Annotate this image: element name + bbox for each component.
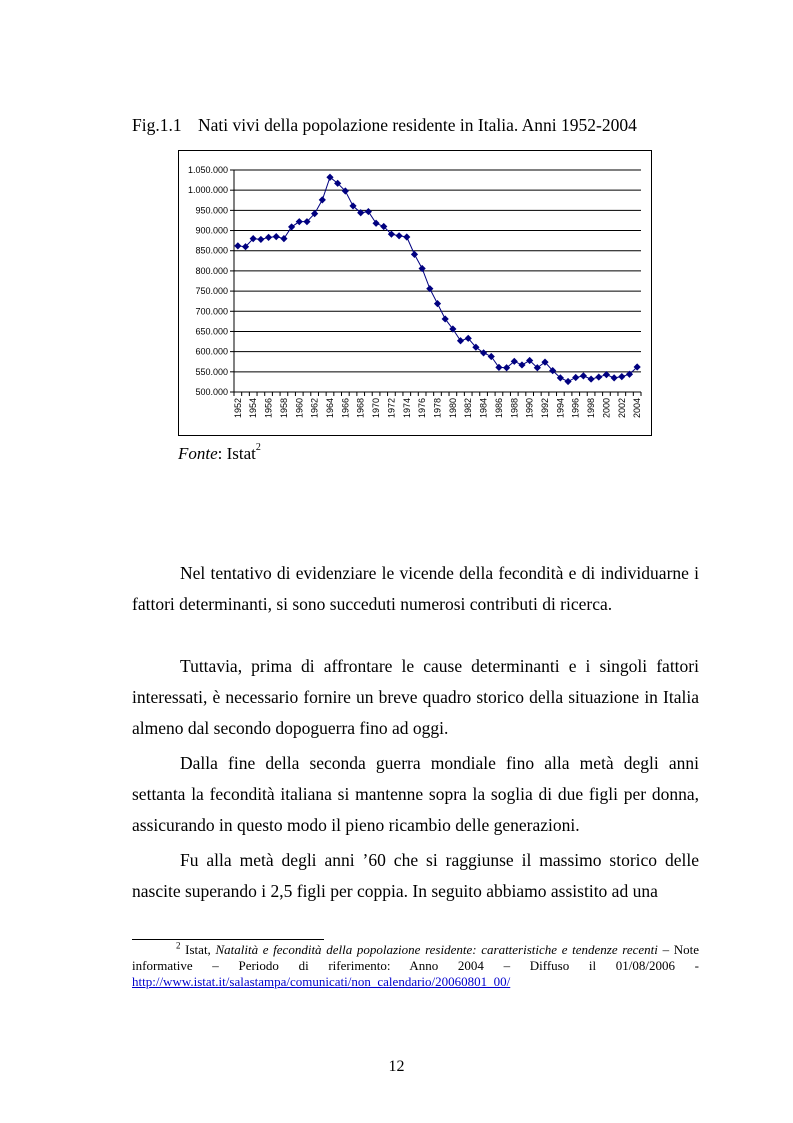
y-tick-label: 650.000 xyxy=(195,326,228,337)
x-tick-label: 1952 xyxy=(232,398,243,419)
x-tick-label: 1988 xyxy=(509,398,520,419)
data-point xyxy=(595,373,602,380)
figure-caption xyxy=(132,115,692,136)
x-tick-label: 1994 xyxy=(555,398,566,419)
y-tick-label: 1.000.000 xyxy=(187,185,228,196)
chart xyxy=(178,150,652,436)
figure-title: Nati vivi della popolazione residente in Italia. Anni 1952-2004 xyxy=(198,115,637,135)
y-tick-label: 700.000 xyxy=(195,306,228,317)
footnote-details: – Note informative – Periodo di riferimento: Anno 2004 – Diffuso il 01/08/2006 - xyxy=(132,942,699,973)
x-tick-label: 2000 xyxy=(601,398,612,419)
x-tick-label: 1956 xyxy=(263,398,274,419)
y-tick-label: 600.000 xyxy=(195,346,228,357)
footnote-number: 2 xyxy=(176,940,181,951)
data-point xyxy=(580,372,587,379)
footnote xyxy=(132,942,699,990)
x-tick-label: 1976 xyxy=(417,398,428,419)
data-point xyxy=(296,218,303,225)
data-point xyxy=(495,364,502,371)
x-tick-label: 1974 xyxy=(401,398,412,419)
data-point xyxy=(434,300,441,307)
data-point xyxy=(396,232,403,239)
x-tick-label: 1954 xyxy=(248,398,259,419)
x-tick-label: 1978 xyxy=(432,398,443,419)
x-tick-label: 1986 xyxy=(493,398,504,419)
data-point xyxy=(234,242,241,249)
x-tick-label: 2002 xyxy=(616,398,627,419)
paragraph-1: Nel tentativo di evidenziare le vicende della fecondità e di individuarne i fattori determinanti, si sono succeduti numerosi contributi di ricerca. xyxy=(132,563,699,614)
source-label: Fonte xyxy=(178,444,218,463)
footnote-prefix: Istat, xyxy=(185,942,216,957)
x-tick-label: 1970 xyxy=(371,398,382,419)
data-point xyxy=(618,373,625,380)
data-point xyxy=(319,196,326,203)
y-tick-label: 950.000 xyxy=(195,205,228,216)
data-point xyxy=(611,374,618,381)
x-tick-label: 1984 xyxy=(478,398,489,419)
data-point xyxy=(257,236,264,243)
y-tick-label: 500.000 xyxy=(195,387,228,397)
data-point xyxy=(564,378,571,385)
y-tick-label: 1.050.000 xyxy=(187,165,228,175)
x-tick-label: 1998 xyxy=(586,398,597,419)
data-point xyxy=(572,374,579,381)
x-tick-label: 1968 xyxy=(355,398,366,419)
data-point xyxy=(480,349,487,356)
data-point xyxy=(280,235,287,242)
x-tick-label: 1962 xyxy=(309,398,320,419)
data-point xyxy=(488,353,495,360)
y-tick-label: 900.000 xyxy=(195,225,228,236)
data-point xyxy=(288,223,295,230)
paragraph-4: Fu alla metà degli anni ’60 che si raggiunse il massimo storico delle nascite superando i 2,5 figli per coppia. In seguito abbiamo assistito ad una xyxy=(132,850,699,901)
x-tick-label: 1960 xyxy=(294,398,305,419)
x-tick-label: 1996 xyxy=(570,398,581,419)
x-tick-label: 1972 xyxy=(386,398,397,419)
x-tick-label: 1958 xyxy=(278,398,289,419)
x-tick-label: 1964 xyxy=(324,398,335,419)
x-tick-label: 1966 xyxy=(340,398,351,419)
x-tick-label: 1982 xyxy=(463,398,474,419)
data-point xyxy=(265,234,272,241)
footnote-title: Natalità e fecondità della popolazione residente: caratteristiche e tendenze recenti xyxy=(215,942,658,957)
footnote-link[interactable]: http://www.istat.it/salastampa/comunicati/non_calendario/20060801_00/ xyxy=(132,974,511,989)
y-tick-label: 750.000 xyxy=(195,286,228,297)
source-separator: : xyxy=(217,444,223,463)
y-tick-label: 550.000 xyxy=(195,366,228,377)
source-footnote-ref: 2 xyxy=(255,442,261,454)
x-tick-label: 1980 xyxy=(447,398,458,419)
footnote-separator xyxy=(132,939,324,940)
data-point xyxy=(518,361,525,368)
data-point xyxy=(411,251,418,258)
source-text: Istat xyxy=(226,444,256,463)
figure-number: Fig.1.1 xyxy=(132,115,182,135)
figure-source xyxy=(178,444,261,464)
x-tick-label: 1990 xyxy=(524,398,535,419)
paragraph-2: Tuttavia, prima di affrontare le cause determinanti e i singoli fattori interessati, è necessario fornire un breve quadro storico della situazione in Italia almeno dal secondo dopoguerra fino ad oggi. xyxy=(132,656,699,738)
data-point xyxy=(403,233,410,240)
y-tick-label: 850.000 xyxy=(195,245,228,256)
page-number: 12 xyxy=(388,1058,405,1075)
x-tick-label: 1992 xyxy=(540,398,551,419)
data-point xyxy=(273,233,280,240)
series-line xyxy=(238,177,637,381)
data-point xyxy=(587,375,594,382)
data-point xyxy=(457,337,464,344)
paragraph-3: Dalla fine della seconda guerra mondiale fino alla metà degli anni settanta la fecondità italiana si mantenne sopra la soglia di due figli per donna, assicurando in questo modo il pieno ricambio delle generazioni. xyxy=(132,753,699,835)
y-tick-label: 800.000 xyxy=(195,265,228,276)
x-tick-label: 2004 xyxy=(632,398,643,419)
chart-svg xyxy=(179,151,651,435)
data-point xyxy=(365,208,372,215)
data-point xyxy=(372,220,379,227)
